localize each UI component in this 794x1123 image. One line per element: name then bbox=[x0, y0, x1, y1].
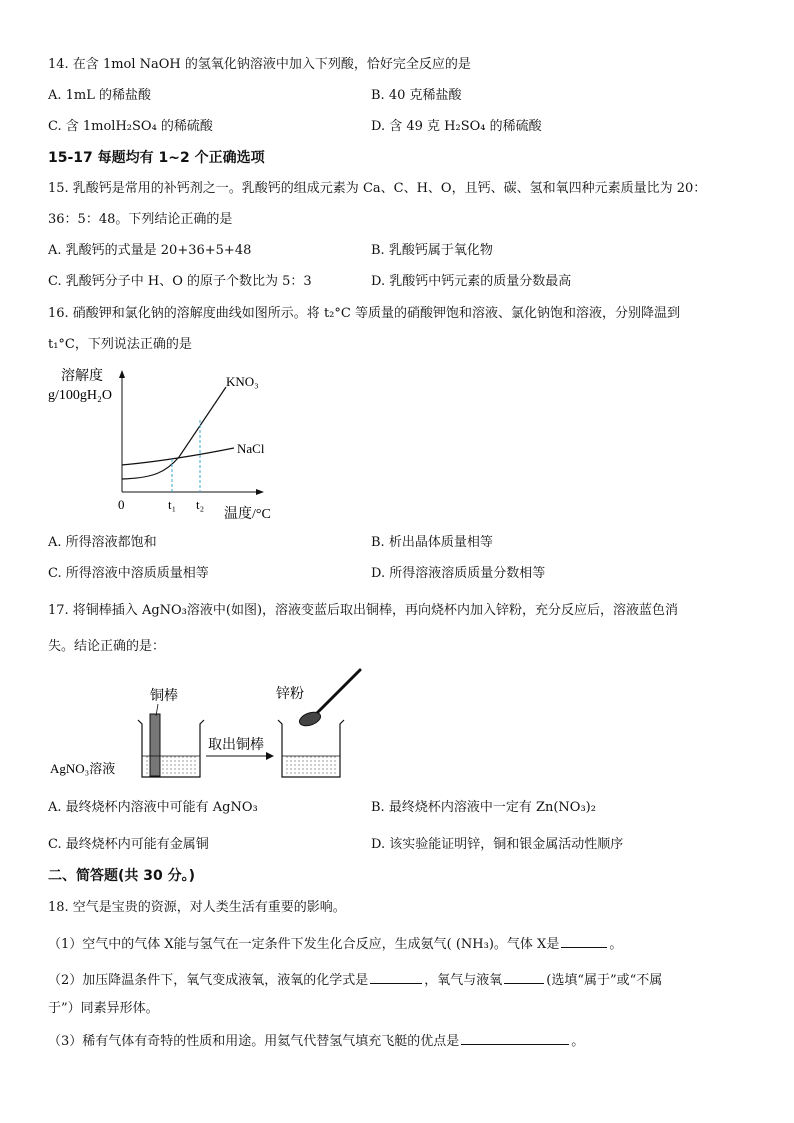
chart-ylabel-1: 溶解度 bbox=[61, 369, 103, 384]
tick-label-t2: t₂ bbox=[196, 497, 205, 512]
q15-option-a: A. 乳酸钙的式量是 20+36+5+48 bbox=[48, 243, 252, 258]
q15-option-c: C. 乳酸钙分子中 H、O 的原子个数比为 5：3 bbox=[48, 274, 312, 289]
q17-stem-line2: 失。结论正确的是： bbox=[48, 639, 166, 654]
q18-part2-line2: 于”）同素异形体。 bbox=[48, 1001, 159, 1016]
q17-option-b: B. 最终烧杯内溶液中一定有 Zn(NO₃)₂ bbox=[371, 800, 596, 815]
arrow-label: 取出铜棒 bbox=[208, 738, 264, 753]
q15-option-d: D. 乳酸钙中钙元素的质量分数最高 bbox=[371, 274, 572, 289]
q14-stem: 14. 在含 1mol NaOH 的氢氧化钠溶液中加入下列酸，恰好完全反应的是 bbox=[48, 57, 471, 72]
q14-option-c: C. 含 1molH₂SO₄ 的稀硫酸 bbox=[48, 119, 213, 134]
series-label-kno3: KNO₃ bbox=[226, 374, 259, 389]
q15-stem-line2: 36：5：48。下列结论正确的是 bbox=[48, 212, 233, 227]
q14-option-b: B. 40 克稀盐酸 bbox=[371, 88, 462, 103]
chart-x-axis-arrow bbox=[256, 489, 264, 495]
chart-xlabel: 温度/°C bbox=[224, 507, 271, 522]
q18-part2-answer-blank-1[interactable] bbox=[370, 971, 422, 984]
q18-part2-choice: (选填“属于”或“不属 bbox=[546, 973, 663, 988]
q17-option-c: C. 最终烧杯内可能有金属铜 bbox=[48, 837, 209, 852]
section-2-heading: 二、简答题(共 30 分。) bbox=[48, 868, 196, 884]
chart-y-axis-arrow bbox=[119, 370, 125, 378]
copper-rod-label: 铜棒 bbox=[150, 689, 178, 704]
solubility-chart bbox=[44, 362, 294, 524]
agno3-solution-label: AgNO₃溶液 bbox=[50, 761, 116, 776]
beaker-experiment-figure bbox=[46, 664, 376, 784]
q17-stem-line1: 17. 将铜棒插入 AgNO₃溶液中(如图)，溶液变蓝后取出铜棒，再向烧杯内加入锌粉，充分反应后，溶液蓝色消 bbox=[48, 603, 679, 618]
process-arrow-head bbox=[266, 752, 274, 760]
q14-option-a: A. 1mL 的稀盐酸 bbox=[48, 88, 152, 103]
q16-stem-line1: 16. 硝酸钾和氯化钠的溶解度曲线如图所示。将 t₂°C 等质量的硝酸钾饱和溶液、氯化钠饱和溶液，分别降温到 bbox=[48, 306, 680, 321]
chart-ylabel-2: g/100gH₂O bbox=[48, 388, 112, 403]
q18-part3 bbox=[48, 1032, 584, 1051]
q14-option-d: D. 含 49 克 H₂SO₄ 的稀硫酸 bbox=[371, 119, 542, 134]
q18-part2-text: （2）加压降温条件下，氧气变成液氧，液氧的化学式是 bbox=[48, 973, 369, 988]
q17-option-a: A. 最终烧杯内溶液中可能有 AgNO₃ bbox=[48, 800, 258, 815]
q18-part2-mid: ，氧气与液氧 bbox=[424, 973, 503, 988]
series-kno3-line bbox=[122, 387, 226, 479]
chart-origin-label: 0 bbox=[118, 497, 125, 512]
q18-part3-end: 。 bbox=[571, 1034, 585, 1049]
beaker-with-copper-rod bbox=[138, 714, 204, 777]
q16-option-d: D. 所得溶液溶质质量分数相等 bbox=[371, 566, 546, 581]
q18-part2 bbox=[48, 971, 662, 990]
tick-label-t1: t₁ bbox=[168, 497, 177, 512]
q17-option-d: D. 该实验能证明锌，铜和银金属活动性顺序 bbox=[371, 837, 624, 852]
q16-stem-line2: t₁°C，下列说法正确的是 bbox=[48, 337, 192, 352]
q16-option-a: A. 所得溶液都饱和 bbox=[48, 535, 157, 550]
q15-option-b: B. 乳酸钙属于氧化物 bbox=[371, 243, 493, 258]
beaker-with-zinc-powder bbox=[278, 720, 344, 777]
series-label-nacl: NaCl bbox=[237, 441, 265, 456]
spoon-icon bbox=[298, 670, 360, 728]
q15-stem-line1: 15. 乳酸钙是常用的补钙剂之一。乳酸钙的组成元素为 Ca、C、H、O，且钙、碳、氢和氧四种元素质量比为 20： bbox=[48, 181, 707, 196]
series-nacl-line bbox=[122, 448, 234, 465]
q18-part1-end: 。 bbox=[609, 937, 623, 952]
zinc-powder-label: 锌粉 bbox=[276, 687, 304, 702]
q18-stem: 18. 空气是宝贵的资源，对人类生活有重要的影响。 bbox=[48, 900, 346, 915]
q18-part1-answer-blank[interactable] bbox=[561, 935, 607, 948]
section-heading-15-17: 15-17 每题均有 1~2 个正确选项 bbox=[48, 150, 265, 166]
q18-part2-answer-blank-2[interactable] bbox=[504, 971, 544, 984]
q18-part3-text: （3）稀有气体有奇特的性质和用途。用氦气代替氢气填充飞艇的优点是 bbox=[48, 1034, 460, 1049]
q16-option-b: B. 析出晶体质量相等 bbox=[371, 535, 493, 550]
q16-option-c: C. 所得溶液中溶质质量相等 bbox=[48, 566, 209, 581]
q18-part3-answer-blank[interactable] bbox=[461, 1032, 569, 1045]
q18-part1-text: （1）空气中的气体 X能与氢气在一定条件下发生化合反应，生成氨气( (NH₃)。气体 X是 bbox=[48, 937, 560, 952]
q18-part1 bbox=[48, 935, 622, 954]
